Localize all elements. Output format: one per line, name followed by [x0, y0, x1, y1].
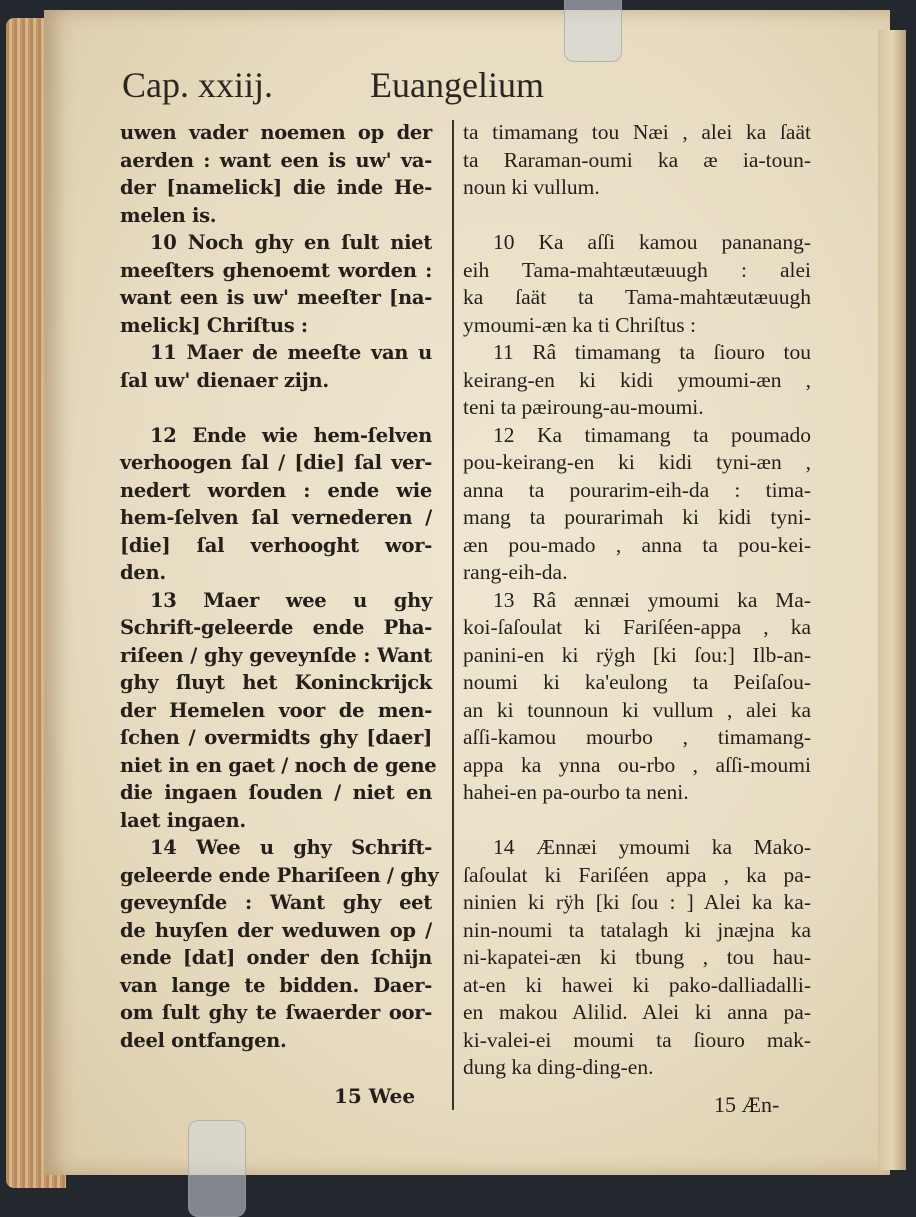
text-line: mang ta pourarimah ki kidi tyni- — [463, 505, 811, 529]
text-line: aſſi-kamou mourbo , timamang- — [463, 725, 811, 749]
verse-start-line: 14 Wee u ghy Schrift- — [150, 836, 432, 859]
text-line: van lange te bidden. Daer- — [120, 973, 432, 997]
text-line: die ingaen ſouden / niet en — [120, 781, 432, 804]
verse-start-line: 10 Ka aſſi kamou pananang- — [493, 230, 811, 254]
verse-start-line: 14 Ænnæi ymoumi ka Mako- — [493, 835, 811, 859]
text-line: dung ka ding-ding-en. — [463, 1055, 654, 1079]
text-line: hahei-en pa-ourbo ta neni. — [463, 780, 689, 804]
text-line: ymoumi-æn ka ti Chriſtus : — [463, 312, 696, 337]
text-line: der [namelick] die inde He- — [120, 176, 432, 199]
column-divider — [452, 120, 454, 1110]
text-line: pou-keirang-en ki kidi tyni-æn , — [463, 450, 811, 474]
text-line: eih Tama-mahtæutæuugh : alei — [463, 257, 811, 282]
verse-start-line: 10 Noch ghy en ſult niet — [150, 231, 432, 254]
facing-page-edge — [878, 30, 906, 1170]
text-line: ſaſoulat ki Fariſéen appa , ka pa- — [463, 862, 811, 887]
text-line: ki-valei-ei moumi ta ſiouro mak- — [463, 1027, 811, 1052]
text-line: om ſult ghy te ſwaerder oor- — [120, 1001, 432, 1024]
text-line: riſeen / ghy geveynſde : Want — [120, 643, 432, 667]
running-head-title: Euangelium — [370, 65, 544, 105]
text-line: æn pou-mado , anna ta pou-kei- — [463, 532, 811, 557]
text-line: verhoogen ſal / [die] ſal ver- — [120, 451, 432, 474]
text-line: koi-ſaſoulat ki Fariſéen-appa , ka — [463, 615, 811, 639]
text-line: want een is uw' meeſter [na- — [120, 286, 432, 309]
text-line: keirang-en ki kidi ymoumi-æn , — [463, 367, 811, 392]
text-line: ghy ſluyt het Koninckrijck — [120, 671, 432, 694]
text-line: der Hemelen voor de men- — [120, 698, 432, 722]
text-line: hem-ſelven ſal vernederen / — [120, 506, 432, 529]
left-catchword: 15 Wee — [334, 1084, 416, 1108]
right-catchword: 15 Æn- — [714, 1092, 780, 1117]
verse-start-line: 11 Maer de meeſte van u — [150, 341, 432, 364]
text-line: at-en ki hawei ki pako-dalliadalli- — [463, 972, 811, 997]
dutch-column — [120, 119, 439, 1054]
paragraph-gap — [120, 394, 432, 422]
text-line: melen is. — [120, 203, 217, 227]
text-line: de huyſen der weduwen op / — [120, 918, 432, 942]
text-line: noumi ki ka'eulong ta Peiſaſou- — [463, 670, 811, 694]
page-clip-top — [564, 0, 622, 62]
verse-start-line: 13 Râ ænnæi ymoumi ka Ma- — [493, 587, 811, 612]
verse-start-line: 12 Ka timamang ta poumado — [493, 422, 811, 447]
page-clip-bottom — [188, 1120, 246, 1217]
text-line: anna ta pourarim-eih-da : tima- — [463, 477, 811, 502]
text-line: panini-en ki rÿgh [ki ſou:] Ilb-an- — [463, 642, 811, 667]
text-line: geveynſde : Want ghy eet — [120, 891, 432, 914]
verse-start-line: 13 Maer wee u ghy — [150, 588, 432, 612]
text-line: meeſters ghenoemt worden : — [120, 258, 432, 282]
text-line: deel ontfangen. — [120, 1028, 287, 1052]
text-line: nin-noumi ta tatalagh ki jnæjna ka — [463, 917, 811, 942]
text-line: laet ingaen. — [120, 808, 246, 832]
text-line: melick] Chriſtus : — [120, 313, 308, 337]
formosan-column — [463, 119, 811, 1082]
text-line: an ki tounnoun ki vullum , alei ka — [463, 697, 811, 722]
text-line: ſchen / overmidts ghy [daer] — [120, 726, 432, 749]
text-line: ta timamang tou Næi , alei ka ſaät — [463, 120, 811, 144]
verse-start-line: 12 Ende wie hem-ſelven — [150, 423, 432, 447]
text-line: ni-kapatei-æn ki tbung , tou hau- — [463, 945, 811, 969]
text-line: ende [dat] onder den ſchijn — [120, 946, 432, 969]
text-line: den. — [120, 561, 166, 584]
text-line: aerden : want een is uw' va- — [120, 148, 432, 172]
paragraph-gap — [463, 807, 811, 835]
text-line: noun ki vullum. — [463, 175, 600, 199]
text-line: geleerde ende Phariſeen / ghy — [120, 863, 439, 887]
text-line: [die] ſal verhooght wor- — [120, 533, 432, 557]
text-line: uwen vader noemen op der — [120, 121, 432, 144]
text-line: nedert worden : ende wie — [120, 478, 432, 502]
text-line: niet in en gaet / noch de gene — [120, 753, 437, 777]
verse-start-line: 11 Râ timamang ta ſiouro tou — [493, 340, 811, 364]
text-line: ſal uw' dienaer zijn. — [120, 368, 329, 392]
text-line: Schrift-geleerde ende Pha- — [120, 616, 432, 639]
text-line: teni ta pæiroung-au-moumi. — [463, 395, 704, 419]
text-line: rang-eih-da. — [463, 560, 568, 584]
text-line: appa ka ynna ou-rbo , aſſi-moumi — [463, 752, 811, 777]
paragraph-gap — [463, 202, 811, 230]
text-line: ta Raraman-oumi ka æ ia-toun- — [463, 147, 811, 172]
text-line: ka ſaät ta Tama-mahtæutæuugh — [463, 285, 811, 309]
running-head-chapter: Cap. xxiij. — [122, 65, 273, 105]
text-line: en makou Alilid. Alei ki anna pa- — [463, 1000, 811, 1024]
text-line: ninien ki rÿh [ki ſou : ] Alei ka ka- — [463, 890, 811, 914]
